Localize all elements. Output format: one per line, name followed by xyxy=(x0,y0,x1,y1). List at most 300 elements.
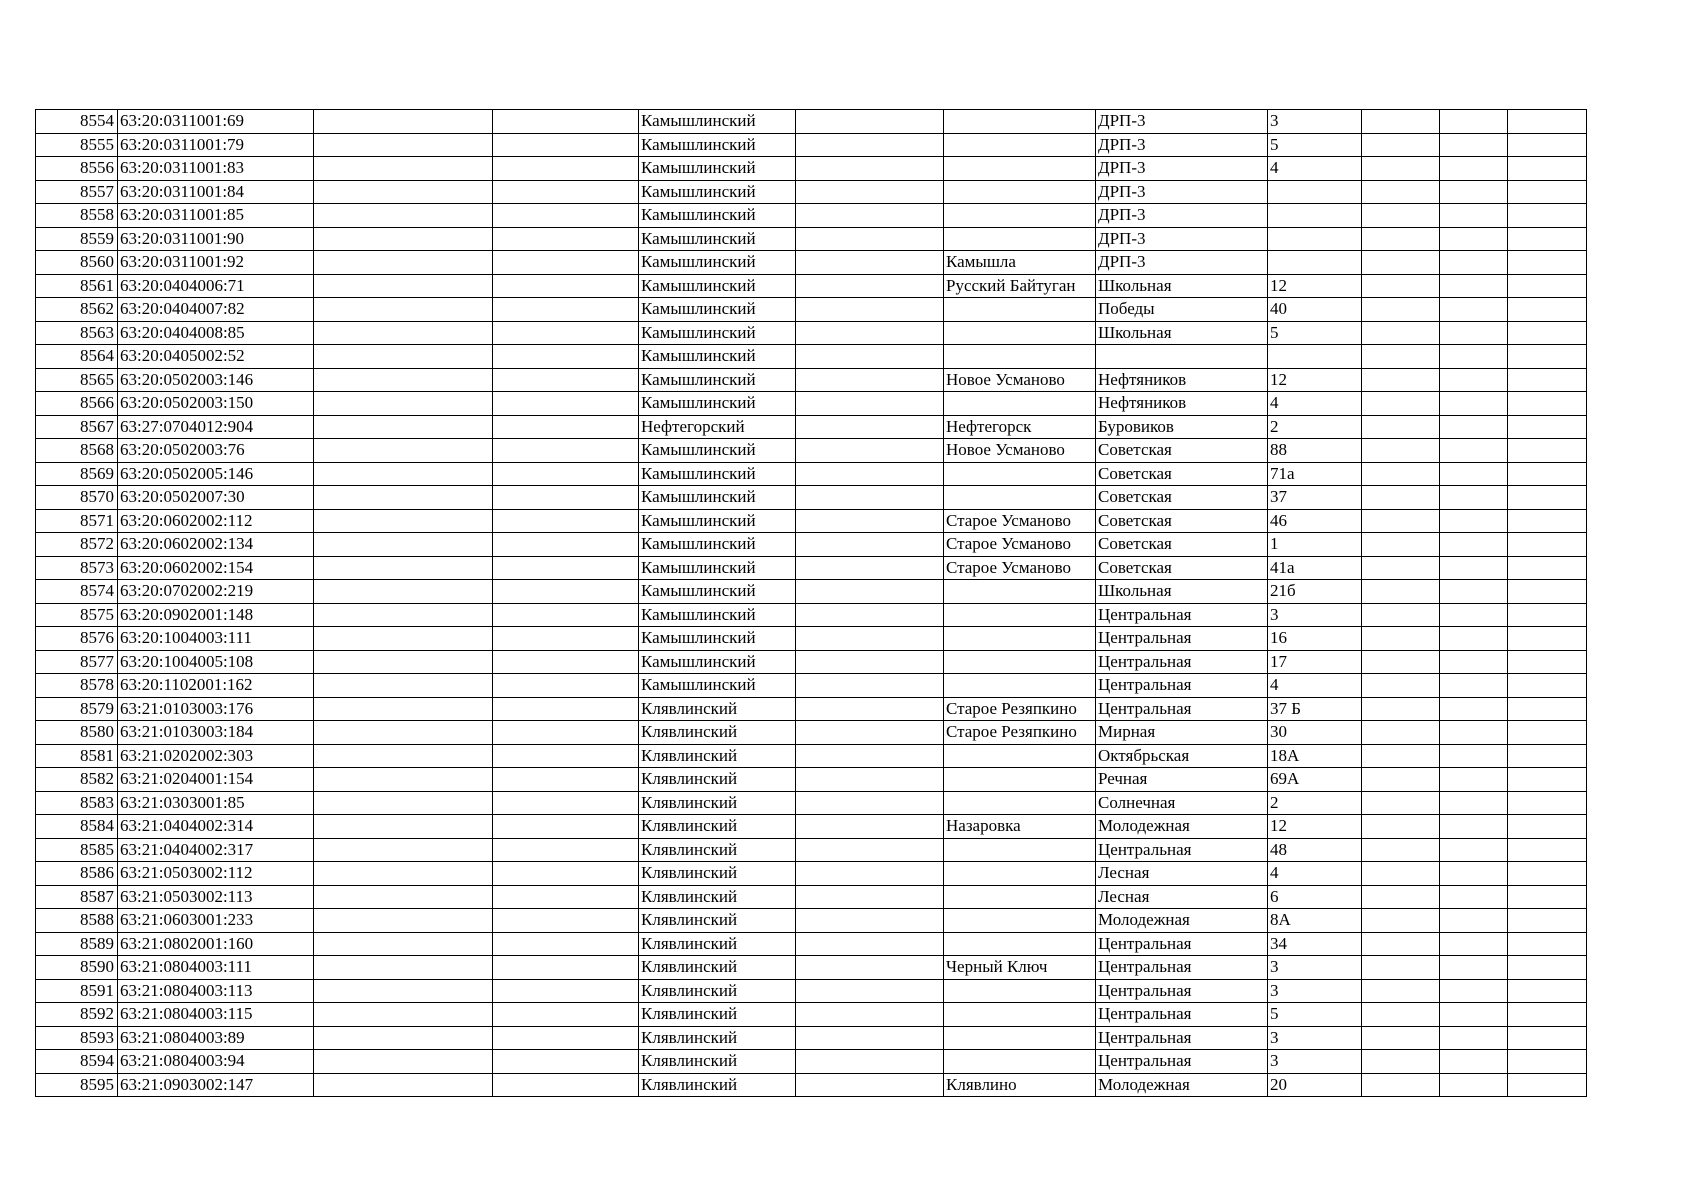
cadastral-number-cell: 63:21:0503002:113 xyxy=(118,885,314,909)
empty-cell xyxy=(314,838,493,862)
locality-cell: Нефтегорск xyxy=(944,415,1096,439)
house-number-cell: 5 xyxy=(1268,133,1362,157)
empty-cell xyxy=(493,509,639,533)
empty-cell xyxy=(314,979,493,1003)
table-row xyxy=(36,697,1587,721)
empty-cell xyxy=(1362,956,1440,980)
street-cell: Центральная xyxy=(1096,1003,1268,1027)
table-row xyxy=(36,1026,1587,1050)
street-cell: Школьная xyxy=(1096,580,1268,604)
table-row xyxy=(36,580,1587,604)
district-cell: Камышлинский xyxy=(639,274,796,298)
empty-cell xyxy=(1362,180,1440,204)
row-number-cell: 8579 xyxy=(36,697,118,721)
cadastral-table xyxy=(35,109,1587,1097)
locality-cell xyxy=(944,157,1096,181)
district-cell: Клявлинский xyxy=(639,815,796,839)
empty-cell xyxy=(796,674,944,698)
district-cell: Камышлинский xyxy=(639,133,796,157)
empty-cell xyxy=(1440,392,1508,416)
empty-cell xyxy=(314,298,493,322)
empty-cell xyxy=(493,556,639,580)
empty-cell xyxy=(796,1050,944,1074)
empty-cell xyxy=(1362,815,1440,839)
locality-cell xyxy=(944,768,1096,792)
street-cell: Советская xyxy=(1096,439,1268,463)
empty-cell xyxy=(493,110,639,134)
empty-cell xyxy=(1440,462,1508,486)
locality-cell: Новое Усманово xyxy=(944,368,1096,392)
empty-cell xyxy=(1440,227,1508,251)
empty-cell xyxy=(1362,533,1440,557)
empty-cell xyxy=(314,744,493,768)
empty-cell xyxy=(1508,721,1587,745)
empty-cell xyxy=(314,439,493,463)
house-number-cell: 16 xyxy=(1268,627,1362,651)
empty-cell xyxy=(1440,721,1508,745)
empty-cell xyxy=(493,862,639,886)
house-number-cell: 4 xyxy=(1268,674,1362,698)
empty-cell xyxy=(796,321,944,345)
house-number-cell: 12 xyxy=(1268,815,1362,839)
cadastral-number-cell: 63:27:0704012:904 xyxy=(118,415,314,439)
empty-cell xyxy=(493,697,639,721)
empty-cell xyxy=(493,533,639,557)
district-cell: Камышлинский xyxy=(639,345,796,369)
empty-cell xyxy=(1440,368,1508,392)
empty-cell xyxy=(1362,486,1440,510)
empty-cell xyxy=(1440,274,1508,298)
empty-cell xyxy=(314,1073,493,1097)
street-cell: Лесная xyxy=(1096,885,1268,909)
empty-cell xyxy=(796,180,944,204)
cadastral-number-cell: 63:21:0404002:314 xyxy=(118,815,314,839)
empty-cell xyxy=(1362,627,1440,651)
locality-cell xyxy=(944,298,1096,322)
empty-cell xyxy=(493,956,639,980)
locality-cell: Назаровка xyxy=(944,815,1096,839)
empty-cell xyxy=(1362,1026,1440,1050)
row-number-cell: 8590 xyxy=(36,956,118,980)
street-cell: Центральная xyxy=(1096,674,1268,698)
empty-cell xyxy=(493,1003,639,1027)
empty-cell xyxy=(796,509,944,533)
street-cell: Советская xyxy=(1096,462,1268,486)
empty-cell xyxy=(314,110,493,134)
empty-cell xyxy=(493,298,639,322)
cadastral-number-cell: 63:21:0804003:113 xyxy=(118,979,314,1003)
street-cell: Центральная xyxy=(1096,979,1268,1003)
row-number-cell: 8593 xyxy=(36,1026,118,1050)
street-cell: Центральная xyxy=(1096,1050,1268,1074)
row-number-cell: 8562 xyxy=(36,298,118,322)
row-number-cell: 8571 xyxy=(36,509,118,533)
locality-cell: Старое Усманово xyxy=(944,556,1096,580)
empty-cell xyxy=(1508,909,1587,933)
empty-cell xyxy=(314,133,493,157)
empty-cell xyxy=(1508,580,1587,604)
row-number-cell: 8577 xyxy=(36,650,118,674)
street-cell: Центральная xyxy=(1096,697,1268,721)
district-cell: Камышлинский xyxy=(639,509,796,533)
house-number-cell: 17 xyxy=(1268,650,1362,674)
empty-cell xyxy=(1508,227,1587,251)
row-number-cell: 8565 xyxy=(36,368,118,392)
cadastral-number-cell: 63:20:1004003:111 xyxy=(118,627,314,651)
house-number-cell: 5 xyxy=(1268,1003,1362,1027)
district-cell: Камышлинский xyxy=(639,180,796,204)
locality-cell: Русский Байтуган xyxy=(944,274,1096,298)
empty-cell xyxy=(796,697,944,721)
empty-cell xyxy=(493,157,639,181)
locality-cell xyxy=(944,791,1096,815)
empty-cell xyxy=(1362,392,1440,416)
district-cell: Клявлинский xyxy=(639,932,796,956)
locality-cell xyxy=(944,838,1096,862)
empty-cell xyxy=(796,1073,944,1097)
empty-cell xyxy=(1362,932,1440,956)
locality-cell xyxy=(944,603,1096,627)
empty-cell xyxy=(1362,157,1440,181)
empty-cell xyxy=(1362,791,1440,815)
row-number-cell: 8566 xyxy=(36,392,118,416)
empty-cell xyxy=(1440,979,1508,1003)
district-cell: Камышлинский xyxy=(639,603,796,627)
empty-cell xyxy=(314,462,493,486)
cadastral-number-cell: 63:20:0311001:84 xyxy=(118,180,314,204)
district-cell: Клявлинский xyxy=(639,979,796,1003)
table-row xyxy=(36,509,1587,533)
empty-cell xyxy=(1440,415,1508,439)
empty-cell xyxy=(796,556,944,580)
street-cell: Молодежная xyxy=(1096,815,1268,839)
cadastral-number-cell: 63:20:1004005:108 xyxy=(118,650,314,674)
empty-cell xyxy=(314,533,493,557)
empty-cell xyxy=(796,392,944,416)
empty-cell xyxy=(1440,180,1508,204)
empty-cell xyxy=(1508,274,1587,298)
empty-cell xyxy=(1362,204,1440,228)
street-cell: Нефтяников xyxy=(1096,368,1268,392)
empty-cell xyxy=(493,650,639,674)
district-cell: Клявлинский xyxy=(639,838,796,862)
district-cell: Камышлинский xyxy=(639,251,796,275)
empty-cell xyxy=(1440,932,1508,956)
district-cell: Нефтегорский xyxy=(639,415,796,439)
row-number-cell: 8576 xyxy=(36,627,118,651)
row-number-cell: 8568 xyxy=(36,439,118,463)
cadastral-number-cell: 63:21:0303001:85 xyxy=(118,791,314,815)
empty-cell xyxy=(493,321,639,345)
row-number-cell: 8580 xyxy=(36,721,118,745)
house-number-cell: 2 xyxy=(1268,415,1362,439)
street-cell: ДРП-3 xyxy=(1096,157,1268,181)
row-number-cell: 8559 xyxy=(36,227,118,251)
empty-cell xyxy=(1362,133,1440,157)
table-row xyxy=(36,392,1587,416)
empty-cell xyxy=(1440,1003,1508,1027)
empty-cell xyxy=(314,627,493,651)
empty-cell xyxy=(1362,368,1440,392)
empty-cell xyxy=(796,815,944,839)
empty-cell xyxy=(314,227,493,251)
empty-cell xyxy=(1508,603,1587,627)
empty-cell xyxy=(1440,345,1508,369)
empty-cell xyxy=(1508,204,1587,228)
street-cell: Центральная xyxy=(1096,956,1268,980)
empty-cell xyxy=(796,368,944,392)
district-cell: Клявлинский xyxy=(639,956,796,980)
empty-cell xyxy=(1362,556,1440,580)
empty-cell xyxy=(1508,979,1587,1003)
empty-cell xyxy=(1362,979,1440,1003)
empty-cell xyxy=(314,509,493,533)
locality-cell xyxy=(944,627,1096,651)
empty-cell xyxy=(493,415,639,439)
house-number-cell: 4 xyxy=(1268,157,1362,181)
locality-cell xyxy=(944,744,1096,768)
locality-cell xyxy=(944,133,1096,157)
cadastral-number-cell: 63:21:0204001:154 xyxy=(118,768,314,792)
district-cell: Камышлинский xyxy=(639,298,796,322)
empty-cell xyxy=(1362,251,1440,275)
empty-cell xyxy=(1440,744,1508,768)
street-cell: Мирная xyxy=(1096,721,1268,745)
empty-cell xyxy=(1440,533,1508,557)
street-cell: Молодежная xyxy=(1096,909,1268,933)
cadastral-number-cell: 63:21:0804003:111 xyxy=(118,956,314,980)
empty-cell xyxy=(796,486,944,510)
row-number-cell: 8567 xyxy=(36,415,118,439)
empty-cell xyxy=(493,580,639,604)
empty-cell xyxy=(796,204,944,228)
empty-cell xyxy=(493,1073,639,1097)
house-number-cell: 71а xyxy=(1268,462,1362,486)
empty-cell xyxy=(1440,298,1508,322)
table-row xyxy=(36,180,1587,204)
empty-cell xyxy=(1508,533,1587,557)
locality-cell xyxy=(944,486,1096,510)
empty-cell xyxy=(1508,509,1587,533)
district-cell: Камышлинский xyxy=(639,321,796,345)
street-cell: Солнечная xyxy=(1096,791,1268,815)
locality-cell xyxy=(944,932,1096,956)
table-row xyxy=(36,674,1587,698)
empty-cell xyxy=(314,392,493,416)
empty-cell xyxy=(796,979,944,1003)
house-number-cell: 88 xyxy=(1268,439,1362,463)
row-number-cell: 8574 xyxy=(36,580,118,604)
street-cell: Советская xyxy=(1096,486,1268,510)
empty-cell xyxy=(314,862,493,886)
row-number-cell: 8584 xyxy=(36,815,118,839)
empty-cell xyxy=(1508,768,1587,792)
empty-cell xyxy=(1508,674,1587,698)
empty-cell xyxy=(1362,509,1440,533)
empty-cell xyxy=(1362,274,1440,298)
empty-cell xyxy=(1362,227,1440,251)
table-row xyxy=(36,650,1587,674)
empty-cell xyxy=(796,1026,944,1050)
empty-cell xyxy=(1440,956,1508,980)
street-cell xyxy=(1096,345,1268,369)
house-number-cell: 12 xyxy=(1268,274,1362,298)
table-row xyxy=(36,1003,1587,1027)
empty-cell xyxy=(1440,791,1508,815)
street-cell: Октябрьская xyxy=(1096,744,1268,768)
empty-cell xyxy=(493,180,639,204)
district-cell: Клявлинский xyxy=(639,791,796,815)
street-cell: Советская xyxy=(1096,556,1268,580)
empty-cell xyxy=(314,791,493,815)
empty-cell xyxy=(1508,110,1587,134)
locality-cell xyxy=(944,580,1096,604)
empty-cell xyxy=(314,815,493,839)
empty-cell xyxy=(314,768,493,792)
empty-cell xyxy=(1362,838,1440,862)
empty-cell xyxy=(1362,697,1440,721)
empty-cell xyxy=(493,486,639,510)
table-row xyxy=(36,157,1587,181)
house-number-cell: 8А xyxy=(1268,909,1362,933)
empty-cell xyxy=(1508,744,1587,768)
table-row xyxy=(36,885,1587,909)
empty-cell xyxy=(314,721,493,745)
table-row xyxy=(36,368,1587,392)
row-number-cell: 8578 xyxy=(36,674,118,698)
empty-cell xyxy=(314,368,493,392)
empty-cell xyxy=(493,603,639,627)
empty-cell xyxy=(314,1003,493,1027)
locality-cell xyxy=(944,885,1096,909)
empty-cell xyxy=(796,133,944,157)
empty-cell xyxy=(1440,627,1508,651)
empty-cell xyxy=(1362,580,1440,604)
house-number-cell: 20 xyxy=(1268,1073,1362,1097)
empty-cell xyxy=(796,274,944,298)
empty-cell xyxy=(1508,650,1587,674)
table-row xyxy=(36,603,1587,627)
empty-cell xyxy=(1362,674,1440,698)
empty-cell xyxy=(796,721,944,745)
empty-cell xyxy=(1508,486,1587,510)
cadastral-number-cell: 63:21:0903002:147 xyxy=(118,1073,314,1097)
house-number-cell: 48 xyxy=(1268,838,1362,862)
table-row xyxy=(36,251,1587,275)
empty-cell xyxy=(1362,1003,1440,1027)
table-row xyxy=(36,932,1587,956)
empty-cell xyxy=(314,157,493,181)
empty-cell xyxy=(796,462,944,486)
row-number-cell: 8555 xyxy=(36,133,118,157)
empty-cell xyxy=(314,345,493,369)
row-number-cell: 8575 xyxy=(36,603,118,627)
table-row xyxy=(36,439,1587,463)
cadastral-number-cell: 63:21:0804003:94 xyxy=(118,1050,314,1074)
empty-cell xyxy=(1362,603,1440,627)
empty-cell xyxy=(796,110,944,134)
empty-cell xyxy=(1440,1073,1508,1097)
empty-cell xyxy=(796,345,944,369)
table-row xyxy=(36,791,1587,815)
row-number-cell: 8585 xyxy=(36,838,118,862)
empty-cell xyxy=(1440,556,1508,580)
empty-cell xyxy=(1440,321,1508,345)
empty-cell xyxy=(796,227,944,251)
empty-cell xyxy=(314,321,493,345)
empty-cell xyxy=(1508,885,1587,909)
empty-cell xyxy=(314,274,493,298)
cadastral-number-cell: 63:21:0503002:112 xyxy=(118,862,314,886)
table-row xyxy=(36,274,1587,298)
street-cell: Центральная xyxy=(1096,838,1268,862)
empty-cell xyxy=(1508,439,1587,463)
empty-cell xyxy=(493,1050,639,1074)
street-cell: ДРП-3 xyxy=(1096,110,1268,134)
cadastral-number-cell: 63:20:0311001:90 xyxy=(118,227,314,251)
empty-cell xyxy=(314,674,493,698)
empty-cell xyxy=(796,251,944,275)
house-number-cell: 37 Б xyxy=(1268,697,1362,721)
cadastral-number-cell: 63:20:0502005:146 xyxy=(118,462,314,486)
cadastral-number-cell: 63:21:0103003:176 xyxy=(118,697,314,721)
cadastral-number-cell: 63:20:0602002:154 xyxy=(118,556,314,580)
street-cell: Центральная xyxy=(1096,932,1268,956)
empty-cell xyxy=(1440,815,1508,839)
street-cell: Лесная xyxy=(1096,862,1268,886)
empty-cell xyxy=(493,885,639,909)
cadastral-number-cell: 63:20:0404008:85 xyxy=(118,321,314,345)
empty-cell xyxy=(493,791,639,815)
district-cell: Клявлинский xyxy=(639,885,796,909)
district-cell: Камышлинский xyxy=(639,368,796,392)
empty-cell xyxy=(493,439,639,463)
row-number-cell: 8563 xyxy=(36,321,118,345)
house-number-cell xyxy=(1268,251,1362,275)
house-number-cell: 3 xyxy=(1268,956,1362,980)
locality-cell xyxy=(944,909,1096,933)
locality-cell xyxy=(944,674,1096,698)
district-cell: Камышлинский xyxy=(639,392,796,416)
empty-cell xyxy=(1362,110,1440,134)
street-cell: Советская xyxy=(1096,533,1268,557)
district-cell: Камышлинский xyxy=(639,650,796,674)
empty-cell xyxy=(314,415,493,439)
street-cell: ДРП-3 xyxy=(1096,251,1268,275)
cadastral-number-cell: 63:21:0103003:184 xyxy=(118,721,314,745)
cadastral-number-cell: 63:20:1102001:162 xyxy=(118,674,314,698)
table-row xyxy=(36,204,1587,228)
table-row xyxy=(36,768,1587,792)
locality-cell xyxy=(944,180,1096,204)
empty-cell xyxy=(1440,862,1508,886)
empty-cell xyxy=(796,627,944,651)
empty-cell xyxy=(1508,1003,1587,1027)
row-number-cell: 8570 xyxy=(36,486,118,510)
street-cell: Нефтяников xyxy=(1096,392,1268,416)
table-row xyxy=(36,345,1587,369)
empty-cell xyxy=(1508,368,1587,392)
empty-cell xyxy=(493,345,639,369)
locality-cell: Старое Резяпкино xyxy=(944,697,1096,721)
district-cell: Клявлинский xyxy=(639,1026,796,1050)
cadastral-number-cell: 63:20:0602002:112 xyxy=(118,509,314,533)
empty-cell xyxy=(493,721,639,745)
house-number-cell: 18А xyxy=(1268,744,1362,768)
cadastral-number-cell: 63:21:0404002:317 xyxy=(118,838,314,862)
empty-cell xyxy=(796,885,944,909)
empty-cell xyxy=(314,697,493,721)
